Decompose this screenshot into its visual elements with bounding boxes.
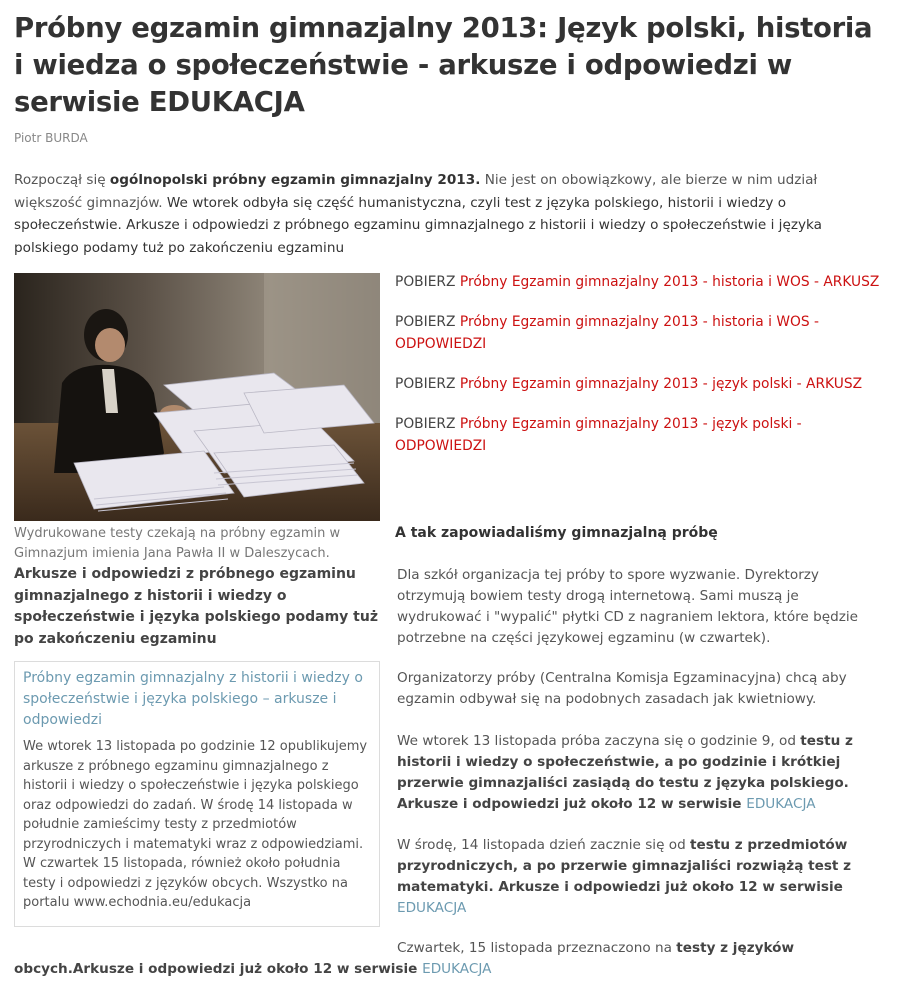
article-photo[interactable]	[14, 273, 380, 521]
wednesday-text: W środę, 14 listopada dzień zacznie się od	[397, 837, 691, 853]
downloads-list	[395, 271, 885, 475]
thursday-text: Czwartek, 15 listopada przeznaczono na	[397, 940, 677, 956]
tuesday-text: We wtorek 13 listopada próba zaczyna się o godzinie 9, od	[397, 733, 801, 749]
article-title: Próbny egzamin gimnazjalny 2013: Język polski, historia i wiedza o społeczeństwie - arkusze i odpowiedzi w serwisie EDUKACJA	[14, 12, 873, 118]
tuesday-bold: testu z historii i wiedzy o społeczeństwie, a po godzinie i krótkiej przerwie gimnazjaliści zasiądą do testu z języka polskiego. Arkusze i odpowiedzi już około 12 w serwisie	[397, 733, 853, 812]
lead-text-2: Nie jest on obowiązkowy, ale bierze w nim udział większość gimnazjów.	[14, 172, 818, 211]
info-box-title[interactable]: Próbny egzamin gimnazjalny z historii i wiedzy o społeczeństwie i języka polskiego – arkusze i odpowiedzi	[23, 670, 363, 728]
download-link[interactable]: Próbny Egzamin gimnazjalny 2013 - język polski - ARKUSZ	[459, 376, 863, 392]
download-item	[395, 311, 885, 355]
edukacja-link[interactable]: EDUKACJA	[746, 796, 816, 812]
paragraph-organizers: Organizatorzy próby (Centralna Komisja Egzaminacyjna) chcą aby egzamin odbywał się na podobnych zasadach jak kwietniowy.	[397, 670, 847, 707]
edukacja-link[interactable]: EDUKACJA	[422, 961, 492, 977]
download-item	[395, 413, 885, 457]
wednesday-bold: testu z przedmiotów przyrodniczych, a po przerwie gimnazjaliści rozwiążą test z matematyki. Arkusze i odpowiedzi już około 12 w serwisie	[397, 837, 852, 895]
section-heading: A tak zapowiadaliśmy gimnazjalną próbę	[395, 525, 718, 541]
article-lead	[14, 169, 880, 259]
photo-caption: Wydrukowane testy czekają na próbny egzamin w Gimnazjum imienia Jana Pawła II w Daleszycach.	[14, 526, 341, 561]
lead-bold: ogólnopolski próbny egzamin gimnazjalny 2013.	[109, 172, 481, 188]
photo-summary: Arkusze i odpowiedzi z próbnego egzaminu gimnazjalnego z historii i wiedzy o społeczeństwie i języka polskiego podamy tuż po zakończeniu egzaminu	[14, 566, 378, 647]
thursday-bold-2: obcych.Arkusze i odpowiedzi już około 12 w serwisie	[14, 961, 423, 977]
download-prefix: POBIERZ	[395, 274, 456, 290]
photo-illustration	[14, 273, 380, 521]
paragraph-organization: Dla szkół organizacja tej próby to spore wyzwanie. Dyrektorzy otrzymują bowiem testy drogą internetową. Sami muszą je wydrukować i "wypalić" płytki CD z nagraniem lektora, które będzie potrzebne na części językowej egzaminu (w czwartek).	[397, 567, 859, 646]
edukacja-link[interactable]: EDUKACJA	[397, 900, 467, 916]
paragraph-thursday-cont	[14, 959, 894, 980]
author-name[interactable]: Piotr BURDA	[14, 131, 88, 145]
paragraph-wednesday	[397, 835, 867, 919]
download-item	[395, 271, 885, 293]
info-box-text: We wtorek 13 listopada po godzinie 12 opublikujemy arkusze z próbnego egzaminu gimnazjalnego z historii i wiedzy o społeczeństwie i języka polskiego oraz odpowiedzi do zadań. W środę 14 listopada w południe zamieścimy testy z przedmiotów przyrodniczych i matematyki wraz z odpowiedziami. W czwartek 15 listopada, również około południa testy i odpowiedzi z języków obcych. Wszystko na portalu www.echodnia.eu/edukacja	[23, 739, 368, 910]
download-prefix: POBIERZ	[395, 416, 456, 432]
paragraph-thursday	[397, 938, 867, 959]
download-link[interactable]: Próbny Egzamin gimnazjalny 2013 - historia i WOS - ODPOWIEDZI	[395, 314, 819, 352]
download-link[interactable]: Próbny Egzamin gimnazjalny 2013 - język polski - ODPOWIEDZI	[395, 416, 802, 454]
download-link[interactable]: Próbny Egzamin gimnazjalny 2013 - historia i WOS - ARKUSZ	[459, 274, 880, 290]
download-prefix: POBIERZ	[395, 376, 456, 392]
thursday-bold: testy z języków	[676, 940, 795, 956]
lead-emphasis: We wtorek odbyła się część humanistyczna, czyli test z języka polskiego, historii i wiedzy o społeczeństwie. Arkusze i odpowiedzi z próbnego egzaminu gimnazjalnego z historii i wiedzy o społeczeństwie i języka polskiego podamy tuż po zakończeniu egzaminu	[14, 194, 822, 256]
info-box	[14, 661, 380, 927]
download-item	[395, 373, 885, 395]
download-prefix: POBIERZ	[395, 314, 456, 330]
lead-text: Rozpoczął się	[14, 172, 110, 188]
paragraph-tuesday	[397, 731, 867, 815]
